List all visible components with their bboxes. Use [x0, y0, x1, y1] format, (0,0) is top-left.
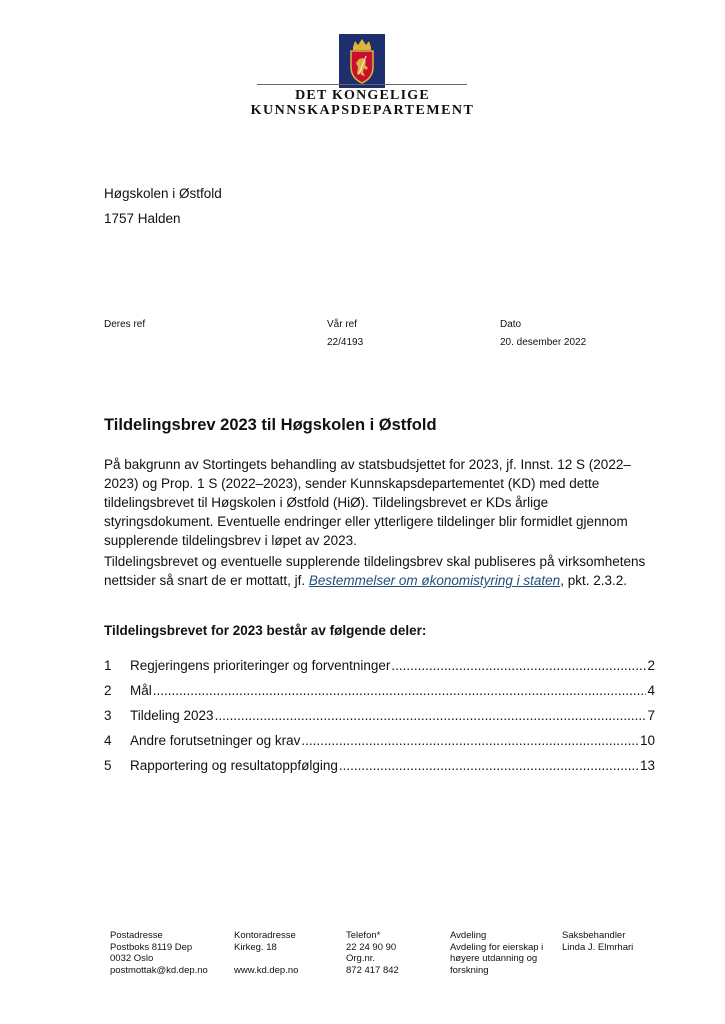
footer-line: 22 24 90 90: [346, 941, 397, 953]
footer-heading: Saksbehandler: [562, 930, 626, 941]
org-name-line1: DET KONGELIGE: [295, 88, 430, 103]
toc-item-number: 1: [104, 658, 112, 673]
recipient-postal: 1757 Halden: [104, 211, 181, 226]
footer-heading: Avdeling: [450, 930, 487, 941]
toc-item-number: 2: [104, 683, 112, 698]
org-name-line2: KUNNSKAPSDEPARTEMENT: [250, 103, 475, 118]
footer-line: Linda J. Elmrhari: [562, 941, 634, 953]
toc-item[interactable]: [104, 733, 655, 758]
body-paragraph-1: På bakgrunn av Stortingets behandling av statsbudsjettet for 2023, jf. Innst. 12 S (2022–2023) og Prop. 1 S (2022–2023), sender Kunnskapsdepartementet (KD) med dette tildelingsbrevet til Høgskolen i Østfold (HiØ). Tildelingsbrevet er KDs årlige styringsdokument. Eventuelle endringer eller ytterligere tildelinger blir formidlet gjennom supplerende tildelingsbrev i løpet av 2023.: [104, 457, 631, 548]
toc-item[interactable]: [104, 683, 655, 708]
toc-item-number: 4: [104, 733, 112, 748]
toc-item-number: 3: [104, 708, 112, 723]
toc-item-label: Rapportering og resultatoppfølging: [130, 758, 338, 773]
toc-item-label: Tildeling 2023: [130, 708, 214, 723]
footer-saksbehandler: [562, 930, 633, 953]
footer-postadresse: [110, 930, 208, 976]
var-ref-label: Vår ref: [327, 319, 358, 330]
footer-kontoradresse: [234, 930, 298, 976]
footer-line: 872 417 842: [346, 964, 399, 976]
toc-item-page: 10: [639, 733, 655, 748]
footer-line: forskning: [450, 964, 489, 976]
footer-line: 0032 Oslo: [110, 953, 154, 964]
logo-divider: [257, 84, 467, 85]
toc-item-page: 4: [647, 683, 655, 698]
footer-line: Postboks 8119 Dep: [110, 941, 193, 953]
toc-item-number: 5: [104, 758, 112, 773]
footer-line: [234, 953, 298, 965]
dato-value: 20. desember 2022: [500, 337, 587, 348]
footer-telefon: [346, 930, 399, 976]
toc-leader-dots: [391, 658, 646, 673]
toc-leader-dots: [215, 708, 647, 723]
footer-heading: Kontoradresse: [234, 930, 296, 941]
footer-heading: Telefon*: [346, 930, 381, 941]
dato-label: Dato: [500, 319, 522, 330]
toc-item-label: Regjeringens prioriteringer og forventninger: [130, 658, 391, 673]
toc-item-label: Andre forutsetninger og krav: [130, 733, 301, 748]
toc-leader-dots: [339, 758, 639, 773]
deres-ref-label: Deres ref: [104, 319, 146, 330]
toc-item-label: Mål: [130, 683, 152, 698]
footer-website: www.kd.dep.no: [234, 964, 299, 976]
toc-item-page: 7: [647, 708, 655, 723]
toc-item-page: 2: [647, 658, 655, 673]
toc-item[interactable]: [104, 708, 655, 733]
toc-item[interactable]: [104, 658, 655, 683]
footer-line: Avdeling for eierskap i: [450, 941, 544, 953]
bestemmelser-link[interactable]: Bestemmelser om økonomistyring i staten: [308, 573, 561, 588]
toc-item-page: 13: [639, 758, 655, 773]
var-ref-value: 22/4193: [327, 337, 364, 348]
page-title: Tildelingsbrev 2023 til Høgskolen i Østfold: [104, 416, 437, 434]
footer-line: Kirkeg. 18: [234, 941, 277, 953]
footer-avdeling: [450, 930, 543, 976]
footer-heading: Postadresse: [110, 930, 163, 941]
toc-leader-dots: [301, 733, 639, 748]
recipient-name: Høgskolen i Østfold: [104, 186, 222, 201]
paragraph-2-text-after: , pkt. 2.3.2.: [560, 573, 627, 588]
table-of-contents: [104, 658, 655, 783]
paragraph-2-text-before: Tildelingsbrevet og eventuelle supplerende tildelingsbrev skal publiseres på virksomhetens nettsider så snart de er mottatt, jf.: [104, 554, 646, 588]
footer-line: høyere utdanning og: [450, 953, 538, 964]
norwegian-coat-of-arms-icon: [339, 34, 385, 88]
body-paragraph-2: [104, 552, 649, 590]
toc-heading: Tildelingsbrevet for 2023 består av følgende deler:: [104, 623, 427, 638]
toc-leader-dots: [153, 683, 647, 698]
footer-email: postmottak@kd.dep.no: [110, 964, 208, 976]
toc-item[interactable]: [104, 758, 655, 783]
footer-line: Org.nr.: [346, 953, 376, 964]
